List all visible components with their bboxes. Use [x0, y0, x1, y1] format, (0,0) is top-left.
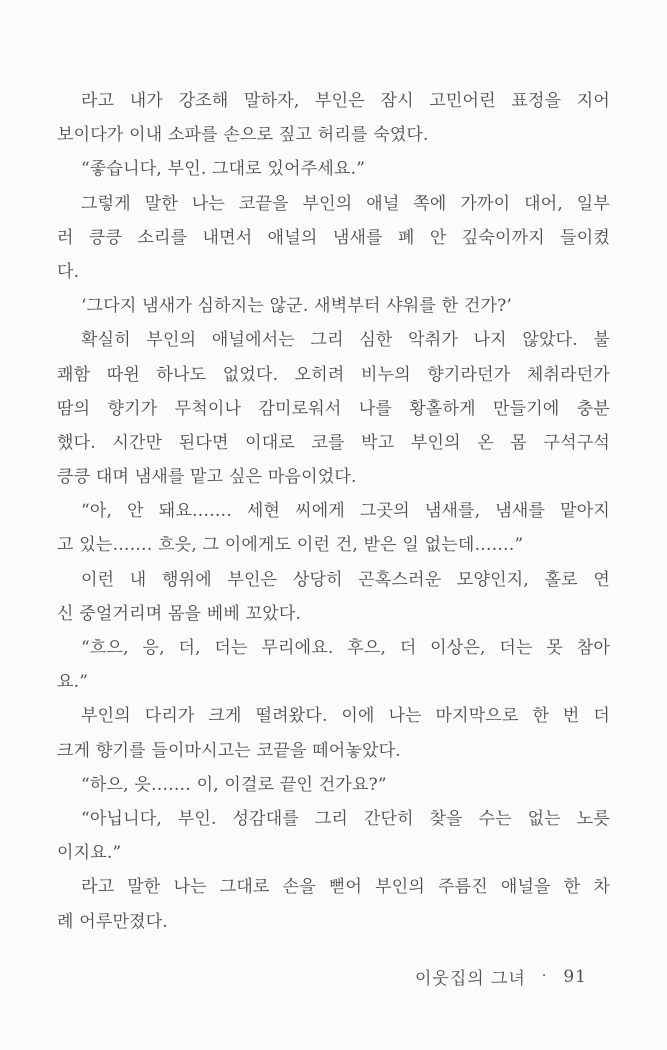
text-line: “하으, 읏……. 이, 이걸로 끝인 건가요?”: [81, 774, 387, 795]
page-number: 91: [563, 966, 587, 987]
text-line: 이지요.”: [57, 843, 122, 864]
text-line: 확실히 부인의 애널에서는 그리 심한 악취가 나지 않았다. 불: [81, 330, 610, 351]
separator-dot-icon: ·: [541, 967, 548, 984]
text-line: 땀의 향기가 무척이나 감미로워서 나를 황홀하게 만들기에 충분: [57, 398, 610, 419]
text-line: 다.: [57, 261, 80, 282]
text-line: 신 중얼거리며 몸을 베베 꼬았다.: [57, 603, 302, 624]
text-line: “아닙니다, 부인. 성감대를 그리 간단히 찾을 수는 없는 노릇: [81, 808, 610, 829]
book-title: 이웃집의 그녀: [414, 969, 526, 989]
text-line: 그렇게 말한 나는 코끝을 부인의 애널 쪽에 가까이 대어, 일부: [81, 193, 610, 214]
text-line: 이런 내 행위에 부인은 상당히 곤혹스러운 모양인지, 홀로 연: [81, 569, 610, 590]
text-line: 러 킁킁 소리를 내면서 애널의 냄새를 폐 안 깊숙이까지 들이켰: [57, 227, 610, 248]
text-line: 례 어루만졌다.: [57, 911, 168, 932]
text-line: 라고 말한 나는 그대로 손을 뻗어 부인의 주름진 애널을 한 차: [81, 877, 610, 898]
page-footer: [415, 964, 587, 989]
text-line: “좋습니다, 부인. 그대로 있어주세요.”: [81, 159, 366, 180]
text-line: 부인의 다리가 크게 떨려왔다. 이에 나는 마지막으로 한 번 더: [81, 706, 610, 727]
text-line: “흐으, 응, 더, 더는 무리에요. 후으, 더 이상은, 더는 못 참아: [81, 638, 610, 658]
body-text: [57, 84, 610, 939]
text-line: 킁킁 대며 냄새를 맡고 싶은 마음이었다.: [57, 467, 357, 488]
text-line: 쾌함 따윈 하나도 없었다. 오히려 비누의 향기라던가 체취라던가: [57, 364, 610, 385]
text-line: 고 있는……. 흐읏, 그 이에게도 이런 건, 받은 일 없는데…….”: [57, 535, 524, 556]
text-line: 보이다가 이내 소파를 손으로 짚고 허리를 숙였다.: [57, 125, 429, 146]
text-line: “아, 안 돼요……. 세현 씨에게 그곳의 냄새를, 냄새를 맡아지: [81, 501, 610, 522]
text-line: 라고 내가 강조해 말하자, 부인은 잠시 고민어린 표정을 지어: [81, 91, 610, 111]
text-line: 크게 향기를 들이마시고는 코끝을 떼어놓았다.: [57, 740, 401, 761]
text-line: ‘그다지 냄새가 심하지는 않군. 새벽부터 샤워를 한 건가?’: [81, 296, 513, 317]
text-line: 했다. 시간만 된다면 이대로 코를 박고 부인의 온 몸 구석구석: [57, 432, 610, 453]
text-line: 요.”: [57, 672, 89, 693]
